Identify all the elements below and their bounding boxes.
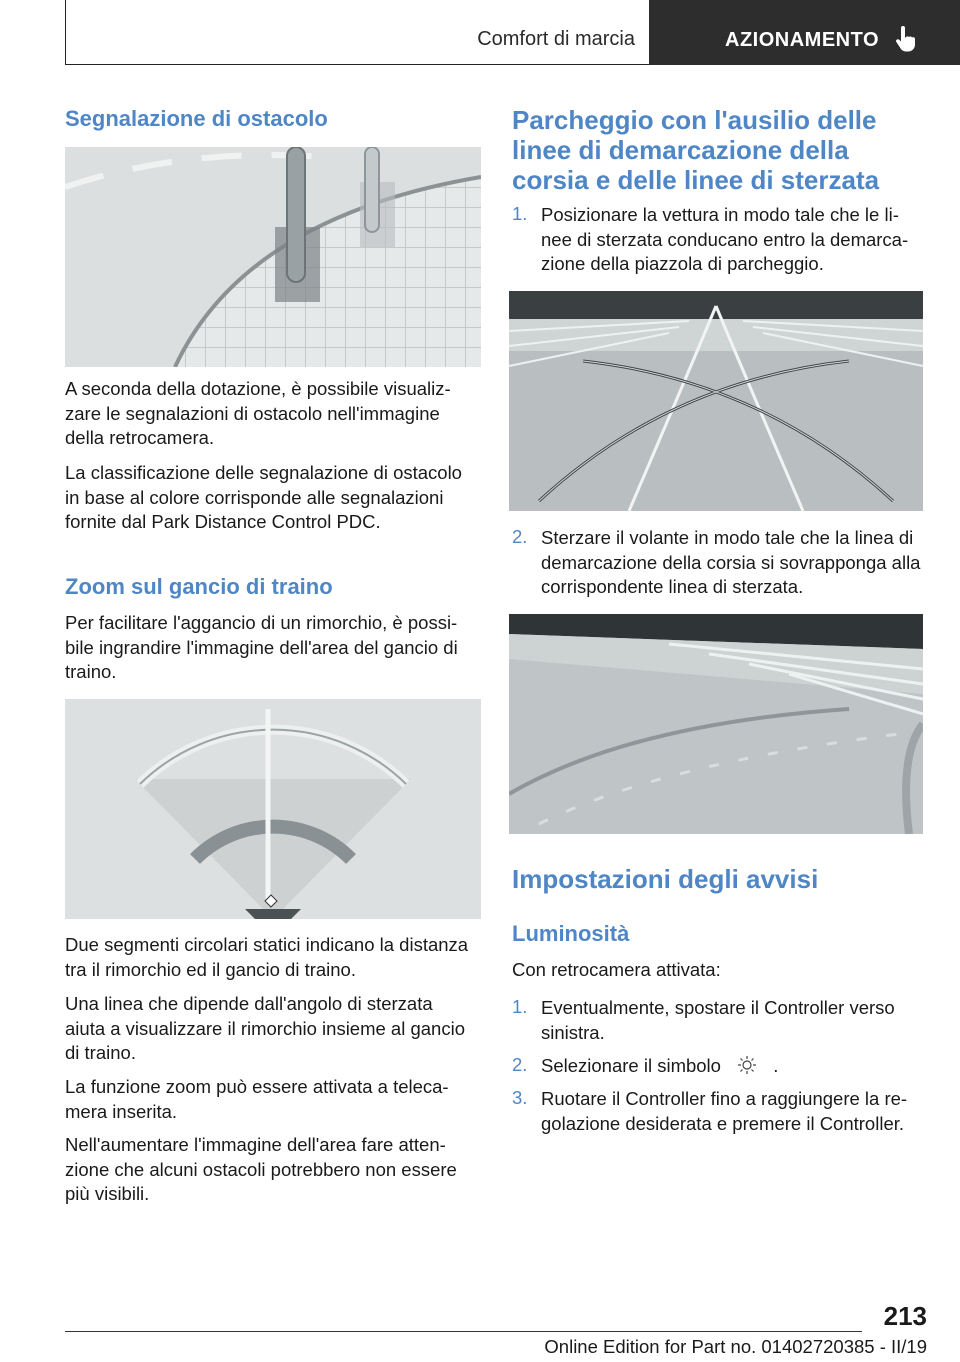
edition-footer[interactable]: Online Edition for Part no. 01402720385 - II/19 bbox=[544, 1336, 927, 1357]
sun-brightness-icon bbox=[734, 1054, 760, 1076]
hitch-paragraph-3: La funzione zoom può essere attivata a teleca- mera inserita. bbox=[65, 1076, 449, 1122]
trailer-hitch-zoom-image bbox=[65, 699, 481, 919]
pointing-hand-icon bbox=[894, 26, 920, 54]
heading-parking: Parcheggio con l'ausilio delle linee di demarcazione della corsia e delle linee di sterzata bbox=[512, 105, 880, 195]
heading-brightness: Luminosità bbox=[512, 921, 630, 946]
brightness-step-2-number: 2. bbox=[512, 1054, 528, 1075]
obstacle-camera-image bbox=[65, 147, 481, 367]
steering-lines-image bbox=[509, 291, 923, 511]
hitch-paragraph-4: Nell'aumentare l'immagine dell'area fare atten- zione che alcuni ostacoli potrebbero non essere più visibili. bbox=[65, 1134, 457, 1204]
parking-step-1-text: Posizionare la vettura in modo tale che le li- nee di sterzata conducano entro la demarca- zione della piazzola di parcheggio. bbox=[541, 204, 909, 274]
hitch-paragraph-1: Due segmenti circolari statici indicano la distanza tra il rimorchio ed il gancio di traino. bbox=[65, 934, 469, 980]
zoom-paragraph: Per facilitare l'aggancio di un rimorchio, è possi- bile ingrandire l'immagine dell'area del gancio di traino. bbox=[65, 612, 458, 682]
brightness-step-3-number: 3. bbox=[512, 1087, 528, 1108]
page-number: 213 bbox=[883, 1301, 927, 1331]
parking-step-2-text: Sterzare il volante in modo tale che la linea di demarcazione della corsia si sovrapponga alla corrispondente linea di sterzata. bbox=[541, 527, 921, 597]
brightness-step-1-text: Eventualmente, spostare il Controller verso sinistra. bbox=[541, 997, 895, 1043]
parking-step-1-number: 1. bbox=[512, 203, 528, 224]
lane-overlap-image bbox=[509, 614, 923, 834]
parking-step-2-number: 2. bbox=[512, 526, 528, 547]
hitch-paragraph-2: Una linea che dipende dall'angolo di sterzata aiuta a visualizzare il rimorchio insieme al gancio di traino. bbox=[65, 993, 465, 1063]
heading-zoom: Zoom sul gancio di traino bbox=[65, 574, 333, 599]
obstacle-paragraph-1: A seconda della dotazione, è possibile visualiz- zare le segnalazioni di ostacolo nell'immagine della retrocamera. bbox=[65, 378, 451, 448]
brightness-step-2-text: Selezionare il simbolo . bbox=[541, 1055, 779, 1076]
chapter-title[interactable]: Comfort di marcia bbox=[477, 28, 635, 50]
obstacle-paragraph-2: La classificazione delle segnalazione di ostacolo in base al colore corrisponde alle segnalazioni fornite dal Park Distance Control PDC. bbox=[65, 462, 462, 532]
heading-settings: Impostazioni degli avvisi bbox=[512, 864, 819, 894]
brightness-step-3-text: Ruotare il Controller fino a raggiungere la re- golazione desiderata e premere il Controller. bbox=[541, 1088, 908, 1134]
footer-divider bbox=[65, 1331, 862, 1332]
camera-active-text: Con retrocamera attivata: bbox=[512, 959, 721, 980]
heading-obstacle: Segnalazione di ostacolo bbox=[65, 106, 328, 131]
brightness-step-1-number: 1. bbox=[512, 996, 528, 1017]
section-title[interactable]: AZIONAMENTO bbox=[725, 29, 880, 51]
